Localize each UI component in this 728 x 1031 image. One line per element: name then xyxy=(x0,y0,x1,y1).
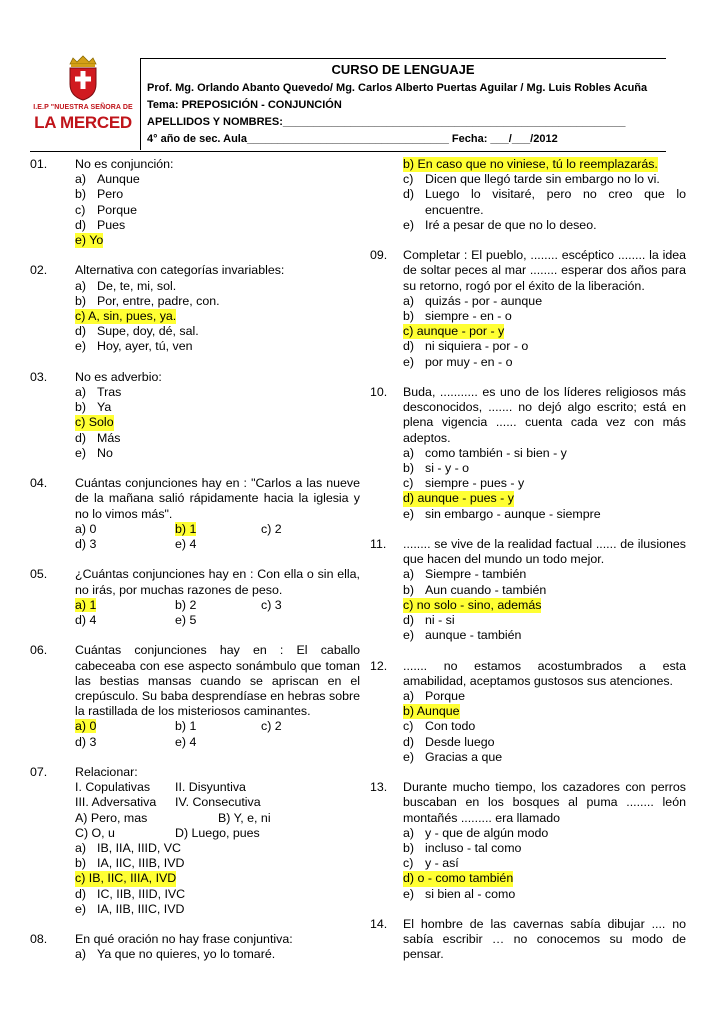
question-05 xyxy=(30,567,360,628)
option-c-answer: c) IB, IIC, IIIA, IVD xyxy=(75,871,177,886)
options-row xyxy=(75,537,360,552)
option-a: a) y - que de algún modo xyxy=(403,825,549,840)
option-a: a) 0 xyxy=(75,521,97,536)
question-03 xyxy=(30,370,360,461)
option-d: d) Desde luego xyxy=(403,734,495,749)
option-e: e) 4 xyxy=(175,734,197,749)
option-e: e) 4 xyxy=(175,537,197,552)
option-c-answer: c) no solo - sino, además xyxy=(403,597,542,612)
question-text: ¿Cuántas conjunciones hay en : Con ella o sin ella, no irás, por muchas razones de peso. xyxy=(75,567,360,597)
options-row xyxy=(75,613,360,628)
school-logo xyxy=(28,54,138,146)
question-text: No es adverbio: xyxy=(75,369,162,384)
option-c: c) Porque xyxy=(75,202,137,217)
course-title: CURSO DE LENGUAJE xyxy=(331,62,475,77)
option-e: e) IA, IIB, IIIC, IVD xyxy=(75,901,185,916)
option-b: b) 2 xyxy=(175,597,197,612)
option-b: b) siempre - en - o xyxy=(403,309,512,324)
option-e: e) si bien al - como xyxy=(403,886,516,901)
question-number: 04. xyxy=(30,476,48,491)
question-08 xyxy=(30,932,360,962)
match-row: C) O, u D) Luego, pues xyxy=(75,825,260,840)
option-a: a) Porque xyxy=(403,689,465,704)
option-d: d) 3 xyxy=(75,734,97,749)
student-name-line: APELLIDOS Y NOMBRES:________________________________________________________ xyxy=(147,116,626,128)
question-14 xyxy=(370,917,686,963)
options-row xyxy=(75,719,360,734)
match-row: III. Adversativa IV. Consecutiva xyxy=(75,795,261,810)
options-row xyxy=(75,522,360,537)
question-text: No es conjunción: xyxy=(75,157,174,171)
option-d-answer: d) aunque - pues - y xyxy=(403,491,514,506)
option-c-answer: c) aunque - por - y xyxy=(403,324,505,339)
option-a: a) De, te, mi, sol. xyxy=(75,278,177,293)
option-a-answer: a) 1 xyxy=(75,597,97,612)
option-b: b) Aun cuando - también xyxy=(403,582,547,597)
option-a: a) quizás - por - aunque xyxy=(403,293,543,308)
option-d: d) ni siquiera - por - o xyxy=(403,339,529,354)
left-column xyxy=(30,157,360,963)
question-number: 06. xyxy=(30,643,48,658)
option-d: d) Más xyxy=(75,430,121,445)
question-12 xyxy=(370,659,686,765)
question-text: Cuántas conjunciones hay en : "Carlos a las nueve de la mañana salió rápidamente hacia la iglesia y no lo vimos más". xyxy=(75,476,360,521)
question-number: 14. xyxy=(370,917,388,932)
question-08-continued xyxy=(370,157,686,233)
option-c: c) y - así xyxy=(403,856,459,871)
option-b: b) Ya xyxy=(75,400,112,415)
question-number: 12. xyxy=(370,658,388,673)
question-number: 13. xyxy=(370,780,388,795)
option-a-answer: a) 0 xyxy=(75,719,97,734)
question-text: Relacionar: xyxy=(75,765,138,780)
header-rule-bottom xyxy=(30,151,666,152)
question-number: 02. xyxy=(30,263,48,278)
option-b: b) incluso - tal como xyxy=(403,841,522,856)
question-text: Buda, ........... es uno de los líderes religiosos más desconocidos, ....... no dejó algo escrito; está en plena vigencia ...... cuenta cada vez con más adeptos. xyxy=(403,385,686,445)
question-number: 08. xyxy=(30,932,48,947)
question-09 xyxy=(370,248,686,370)
option-c: c) 2 xyxy=(261,521,282,536)
professors-line: Prof. Mg. Orlando Abanto Quevedo/ Mg. Carlos Alberto Puertas Aguilar / Mg. Luis Robles Acuña xyxy=(147,82,648,94)
crest-icon xyxy=(64,54,102,102)
option-d: d) Supe, doy, dé, sal. xyxy=(75,324,199,339)
option-d: d) 3 xyxy=(75,537,97,552)
option-c: c) 3 xyxy=(261,597,282,612)
question-number: 01. xyxy=(30,157,48,171)
question-text: ........ se vive de la realidad factual ...... de ilusiones que hacen del mundo un todo mejor. xyxy=(403,537,686,567)
question-text: ....... no estamos acostumbrados a esta amabilidad, aceptamos gustosos sus atenciones. xyxy=(403,658,686,688)
page-header xyxy=(0,0,728,160)
option-a: a) Siempre - también xyxy=(403,567,527,582)
option-b: b) IA, IIC, IIIB, IVD xyxy=(75,856,185,871)
option-a: a) como también - si bien - y xyxy=(403,445,567,460)
question-number: 10. xyxy=(370,385,388,400)
option-d-answer: d) o - como también xyxy=(403,871,514,886)
question-11 xyxy=(370,537,686,643)
right-column xyxy=(370,157,686,963)
option-b-answer: b) Aunque xyxy=(403,704,460,719)
question-10 xyxy=(370,385,686,522)
option-e: e) 5 xyxy=(175,613,197,628)
option-e: e) Hoy, ayer, tú, ven xyxy=(75,339,193,354)
school-subtitle: I.E.P "NUESTRA SEÑORA DE xyxy=(33,104,133,111)
question-04 xyxy=(30,476,360,552)
question-02 xyxy=(30,263,360,354)
question-01 xyxy=(30,157,360,248)
option-a: a) Tras xyxy=(75,385,122,400)
question-text: Completar : El pueblo, ........ escéptico ........ la idea de soltar peces al mar ........ esperar dos años para su retorno, rogó por el éxito de la liberación. xyxy=(403,248,686,293)
school-name: LA MERCED xyxy=(34,113,132,132)
option-c: c) siempre - pues - y xyxy=(403,476,525,491)
option-e: e) Iré a pesar de que no lo deseo. xyxy=(403,217,597,232)
option-c-answer: c) A, sin, pues, ya. xyxy=(75,309,177,324)
option-d: d) 4 xyxy=(75,613,97,628)
option-b-answer: b) En caso que no viniese, tú lo reemplazarás. xyxy=(403,157,658,171)
option-d: d) Luego lo visitaré, pero no creo que lo encuentre. xyxy=(403,187,686,217)
options-row xyxy=(75,598,360,613)
match-row: A) Pero, mas B) Y, e, ni xyxy=(75,810,271,825)
question-text: En qué oración no hay frase conjuntiva: xyxy=(75,932,293,947)
question-number: 05. xyxy=(30,567,48,582)
option-d: d) ni - si xyxy=(403,613,455,628)
option-b: b) Por, entre, padre, con. xyxy=(75,293,220,308)
option-d: d) IC, IIB, IIID, IVC xyxy=(75,886,186,901)
question-06 xyxy=(30,643,360,749)
option-c: c) 2 xyxy=(261,719,282,734)
question-text: El hombre de las cavernas sabía dibujar .... no sabía escribir … no conocemos su modo de pensar. xyxy=(403,917,686,962)
options-row xyxy=(75,735,360,750)
option-e: e) Gracias a que xyxy=(403,749,503,764)
option-e: e) No xyxy=(75,445,113,460)
match-row: I. Copulativas II. Disyuntiva xyxy=(75,780,246,795)
question-07 xyxy=(30,765,360,917)
option-a: a) Ya que no quieres, yo lo tomaré. xyxy=(75,947,276,962)
topic-line: Tema: PREPOSICIÓN - CONJUNCIÓN xyxy=(147,99,342,111)
option-c: c) Con todo xyxy=(403,719,476,734)
option-c-answer: c) Solo xyxy=(75,415,114,430)
question-number: 11. xyxy=(370,537,387,552)
option-a: a) Aunque xyxy=(75,172,140,187)
option-b: b) 1 xyxy=(175,719,197,734)
option-b: b) Pero xyxy=(75,187,124,202)
option-e-answer: e) Yo xyxy=(75,233,104,248)
question-text: Durante mucho tiempo, los cazadores con perros buscaban en los bosques al puma ........ león montañés ......... era llamado xyxy=(403,780,686,825)
option-c: c) Dicen que llegó tarde sin embargo no lo vi. xyxy=(403,172,660,187)
option-a: a) IB, IIA, IIID, VC xyxy=(75,841,181,856)
question-number: 07. xyxy=(30,765,48,780)
header-rule-top xyxy=(140,58,666,59)
question-number: 09. xyxy=(370,248,388,263)
question-text: Alternativa con categorías invariables: xyxy=(75,263,285,278)
question-13 xyxy=(370,780,686,902)
option-b-answer: b) 1 xyxy=(175,521,197,536)
option-d: d) Pues xyxy=(75,217,126,232)
option-e: e) sin embargo - aunque - siempre xyxy=(403,506,601,521)
grade-line: 4° año de sec. Aula_________________________________ Fecha: ___/___/2012 xyxy=(147,133,558,145)
option-e: e) aunque - también xyxy=(403,628,522,643)
question-number: 03. xyxy=(30,369,48,384)
option-e: e) por muy - en - o xyxy=(403,354,513,369)
option-b: b) si - y - o xyxy=(403,461,470,476)
question-text: Cuántas conjunciones hay en : El caballo cabeceaba con ese aspecto sonámbulo que toman las bestias mansas cuando se apriscan en el crepúsculo. Su baba desprendíase en hebras sobre la rastillada de los misteriosos caminantes. xyxy=(75,643,360,719)
